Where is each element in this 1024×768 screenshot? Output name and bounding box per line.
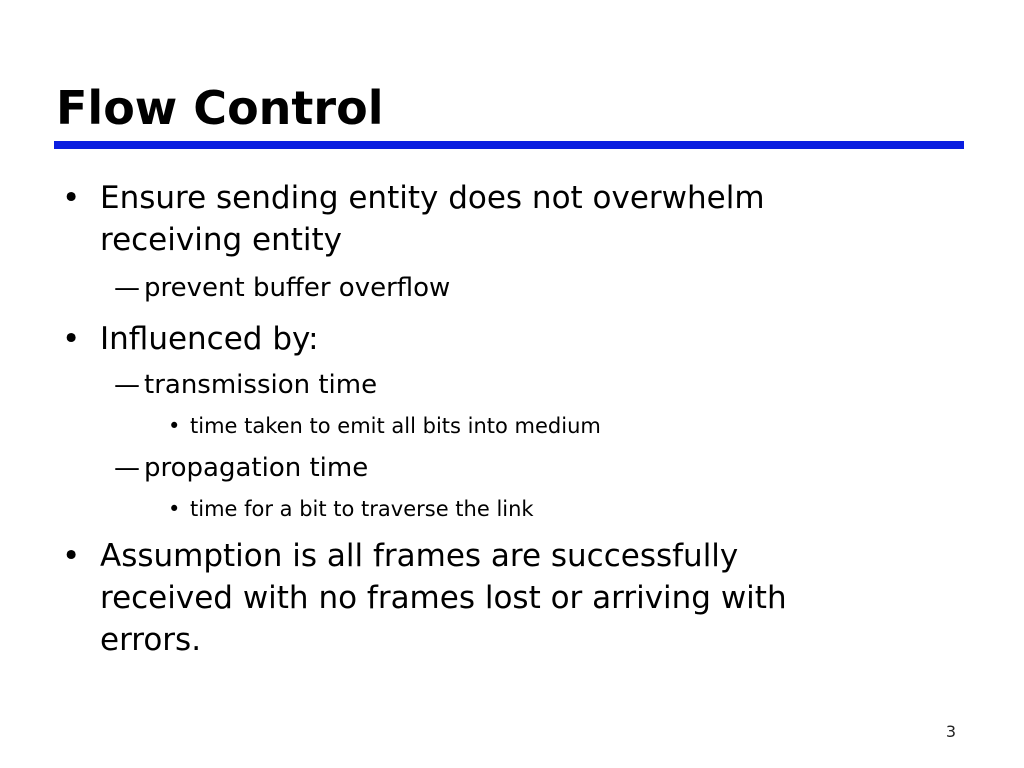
bullet-dot: • <box>168 497 181 521</box>
bullet-text-line: receiving entity <box>100 222 342 258</box>
sub-bullet-text: transmission time <box>144 370 378 400</box>
sub-bullet-transmission-time <box>114 368 378 402</box>
sub-bullet-propagation-time <box>114 451 369 485</box>
bullet-dot: • <box>168 414 181 438</box>
bullet-dot: • <box>62 321 81 357</box>
bullet-text: Influenced by: <box>100 321 319 357</box>
bullet-text-line: Assumption is all frames are successfully <box>100 538 739 574</box>
bullet-dot: • <box>62 180 81 216</box>
slide-title: Flow Control <box>56 81 384 135</box>
bullet-assumption <box>62 535 787 661</box>
bullet-text-line: received with no frames lost or arriving with <box>100 580 787 616</box>
sub-sub-bullet-text: time taken to emit all bits into medium <box>190 414 601 438</box>
sub-sub-bullet-emit-bits <box>168 412 601 440</box>
sub-sub-bullet-traverse-link <box>168 495 534 523</box>
bullet-influenced-by <box>62 318 319 360</box>
dash-marker: — <box>114 370 140 400</box>
title-underline <box>54 141 964 149</box>
bullet-ensure-sending <box>62 177 765 261</box>
dash-marker: — <box>114 273 140 303</box>
bullet-text-line: errors. <box>100 622 202 658</box>
bullet-dot: • <box>62 538 81 574</box>
dash-marker: — <box>114 453 140 483</box>
sub-bullet-text: prevent buffer overflow <box>144 273 451 303</box>
sub-sub-bullet-text: time for a bit to traverse the link <box>190 497 534 521</box>
bullet-text-line: Ensure sending entity does not overwhelm <box>100 180 765 216</box>
sub-bullet-text: propagation time <box>144 453 369 483</box>
sub-bullet-buffer-overflow <box>114 271 451 305</box>
page-number: 3 <box>945 722 956 741</box>
